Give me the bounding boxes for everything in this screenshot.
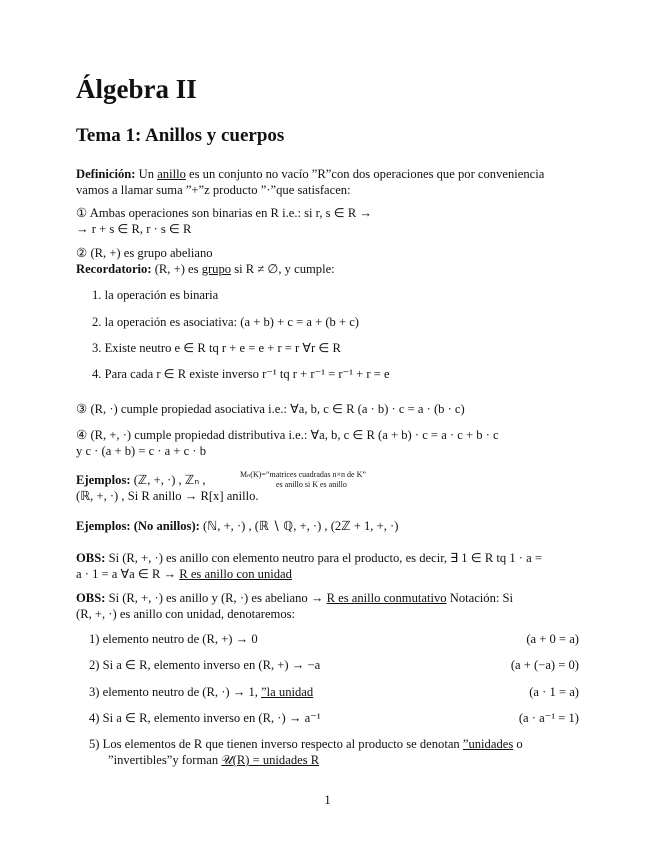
examples-label: Ejemplos: <box>76 473 131 487</box>
notation-item-formula: (a · a⁻¹ = 1) <box>518 711 579 725</box>
property-1-line-2: → r + s ∈ R, r · s ∈ R <box>76 222 192 236</box>
definition-pre: Un <box>138 167 155 181</box>
group-item: 3. Existe neutro e ∈ R tq r + e = e + r = r ∀r ∈ R <box>92 341 341 355</box>
definition-label: Definición: <box>76 167 136 181</box>
definition-line-1 <box>76 166 544 182</box>
group-item: 4. Para cada r ∈ R existe inverso r⁻¹ tq r + r⁻¹ = r⁻¹ + r = e <box>92 367 390 381</box>
notation-item-formula: (a + (−a) = 0) <box>510 658 579 672</box>
obs-2-term: R es anillo conmutativo <box>326 591 447 605</box>
obs-2-pre: Si (R, +, ·) es anillo y (R, ·) es abeliano → <box>108 591 324 605</box>
obs-2-line-2: (R, +, ·) es anillo con unidad, denotaremos: <box>76 607 296 621</box>
non-rings-label: Ejemplos: (No anillos): <box>76 519 200 533</box>
obs-2-label: OBS: <box>76 591 106 605</box>
notation-item-formula: (a · 1 = a) <box>529 685 579 699</box>
item-5-line-2-pre: ”invertibles”y forman <box>108 753 219 767</box>
property-4-line-1: ④ (R, +, ·) cumple propiedad distributiva i.e.: ∀a, b, c ∈ R (a + b) · c = a · c + b · c <box>76 428 499 442</box>
obs-1-line-1 <box>76 550 542 566</box>
item-5-line-2-term: 𝒰(R) = unidades R <box>221 753 320 767</box>
item-5-term: ”unidades <box>462 737 514 751</box>
obs-1-label: OBS: <box>76 551 106 565</box>
examples-note-1: Mₙ(K)=”matrices cuadradas n×n de K” <box>240 470 366 479</box>
definition-line-2: vamos a llamar suma ”+”z producto ”·”que satisfacen: <box>76 183 351 197</box>
item-5-pre: 5) Los elementos de R que tienen inverso respecto al producto se denotan <box>89 737 460 751</box>
notation-item-5-line-2 <box>108 752 319 768</box>
page-title: Álgebra II <box>76 74 197 104</box>
notation-item: 1) elemento neutro de (R, +) → 0 <box>89 632 258 646</box>
notation-item-formula: (a + 0 = a) <box>526 632 579 646</box>
property-4-line-2: y c · (a + b) = c · a + c · b <box>76 444 207 458</box>
group-item: 1. la operación es binaria <box>92 288 219 302</box>
examples-text: (ℤ, +, ·) , ℤₙ , <box>133 473 206 487</box>
notation-item: 2) Si a ∈ R, elemento inverso en (R, +) → −a <box>89 658 321 672</box>
notation-item-pre: 3) elemento neutro de (R, ·) → 1, <box>89 685 258 699</box>
obs-2-post: Notación: Si <box>449 591 514 605</box>
item-5-post: o <box>516 737 523 751</box>
non-rings-text: (ℕ, +, ·) , (ℝ ∖ ℚ, +, ·) , (2ℤ + 1, +, ·) <box>203 519 399 533</box>
examples-line-1 <box>76 472 206 488</box>
definition-term: anillo <box>157 167 186 181</box>
reminder-term: grupo <box>201 262 232 276</box>
notation-item-term: ”la unidad <box>261 685 314 699</box>
obs-1-text: Si (R, +, ·) es anillo con elemento neutro para el producto, es decir, ∃ 1 ∈ R tq 1 · a = <box>108 551 542 565</box>
section-heading: Tema 1: Anillos y cuerpos <box>76 125 285 146</box>
examples-note-2: es anillo si K es anillo <box>276 480 347 489</box>
obs-1-term: R es anillo con unidad <box>179 567 292 581</box>
notation-item <box>89 684 313 700</box>
notation-item-5-line-1 <box>89 736 523 752</box>
obs-1-line-2-pre: a · 1 = a ∀a ∈ R → <box>76 567 177 581</box>
definition-rest: es un conjunto no vacío ”R”con dos operaciones que por conveniencia <box>189 167 545 181</box>
examples-line-2: (ℝ, +, ·) , Si R anillo → R[x] anillo. <box>76 489 259 503</box>
reminder-label: Recordatorio: <box>76 262 152 276</box>
page-number: 1 <box>324 792 331 807</box>
reminder-pre: (R, +) es <box>154 262 199 276</box>
obs-1-line-2 <box>76 566 292 582</box>
reminder-post: si R ≠ ∅, y cumple: <box>234 262 335 276</box>
non-rings-line <box>76 518 398 534</box>
property-2: ② (R, +) es grupo abeliano <box>76 246 213 260</box>
group-item: 2. la operación es asociativa: (a + b) + c = a + (b + c) <box>92 315 359 329</box>
property-3: ③ (R, ·) cumple propiedad asociativa i.e.: ∀a, b, c ∈ R (a · b) · c = a · (b · c) <box>76 402 465 416</box>
reminder-line <box>76 261 335 277</box>
property-1-line-1: ① Ambas operaciones son binarias en R i.e.: si r, s ∈ R → <box>76 206 372 220</box>
notation-item: 4) Si a ∈ R, elemento inverso en (R, ·) → a⁻¹ <box>89 711 321 725</box>
obs-2-line-1 <box>76 590 513 606</box>
